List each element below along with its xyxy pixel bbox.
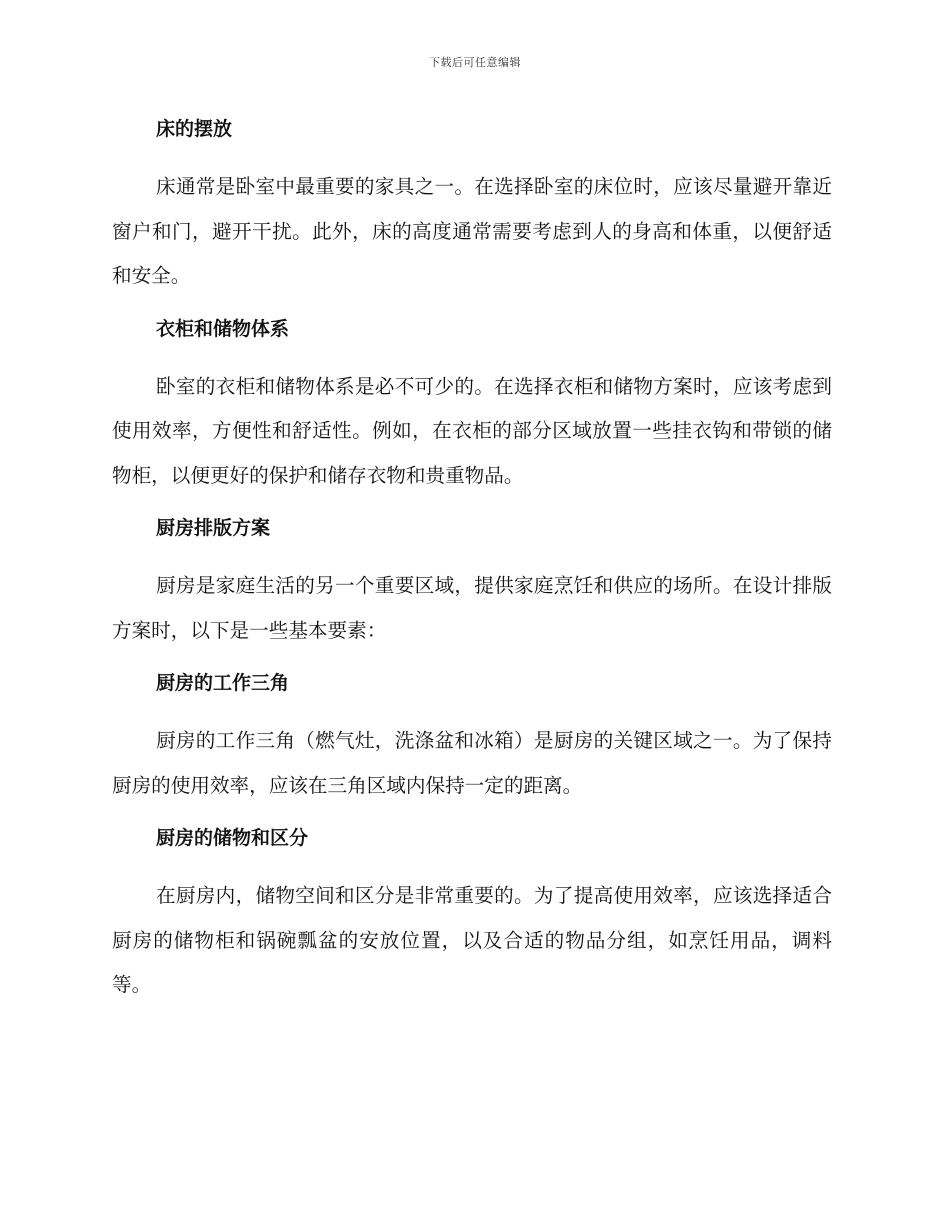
section-paragraph-kitchen-layout: 厨房是家庭生活的另一个重要区域，提供家庭烹饪和供应的场所。在设计排版方案时，以下是一些基本要素：: [112, 574, 832, 642]
section-heading-kitchen-layout: 厨房排版方案: [156, 517, 271, 539]
section-paragraph-wardrobe-storage: 卧室的衣柜和储物体系是必不可少的。在选择衣柜和储物方案时，应该考虑到使用效率，方便性和舒适性。例如，在衣柜的部分区域放置一些挂衣钩和带锁的储物柜，以便更好的保护和储存衣物和贵重物品。: [112, 374, 832, 487]
section-heading-work-triangle: 厨房的工作三角: [156, 672, 290, 694]
document-body: [112, 111, 832, 1020]
section-paragraph-kitchen-storage: 在厨房内，储物空间和区分是非常重要的。为了提高使用效率，应该选择适合厨房的储物柜和锅碗瓢盆的安放位置，以及合适的物品分组，如烹饪用品，调料等。: [112, 884, 832, 996]
page-header: 下载后可任意编辑: [429, 56, 521, 69]
section-paragraph-bed-placement: 床通常是卧室中最重要的家具之一。在选择卧室的床位时，应该尽量避开靠近窗户和门，避开干扰。此外，床的高度通常需要考虑到人的身高和体重，以便舒适和安全。: [112, 175, 832, 287]
section-paragraph-work-triangle: 厨房的工作三角（燃气灶，洗涤盆和冰箱）是厨房的关键区域之一。为了保持厨房的使用效率，应该在三角区域内保持一定的距离。: [112, 729, 832, 797]
section-heading-wardrobe-storage: 衣柜和储物体系: [156, 317, 290, 340]
section-heading-kitchen-storage: 厨房的储物和区分: [156, 827, 309, 849]
section-heading-bed-placement: 床的摆放: [156, 118, 233, 140]
